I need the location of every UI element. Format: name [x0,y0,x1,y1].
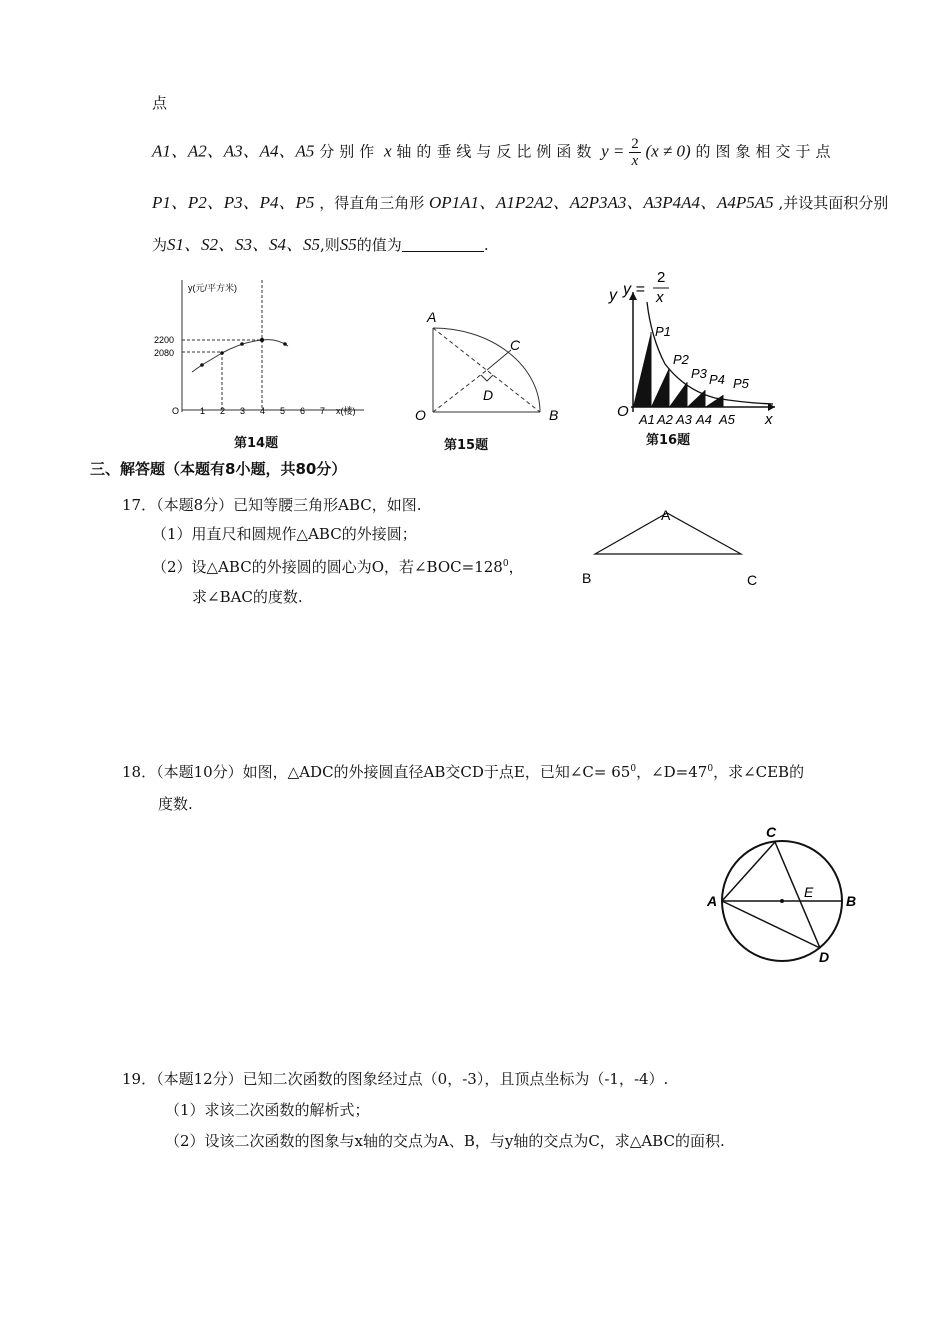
q19-part1: （1）求该二次函数的解析式； [165,1101,370,1119]
q16-line2 [152,188,888,213]
fig16-a-label: A1 [639,412,655,427]
fig16-a-label: A3 [676,412,692,427]
fig14-point [220,351,224,355]
q17-label-b: B [582,570,592,586]
fig14-point [200,363,204,367]
figure-16 [595,262,785,430]
q16-text-value: 的值为 [356,236,402,254]
fig16-a-labels [638,412,736,427]
fig14-ylabel: y(元/平方米) [188,283,237,293]
fig16-triangle-3 [669,382,687,407]
fig16-a-label: A4 [696,412,712,427]
q17-stem: 17．（本题8分）已知等腰三角形ABC，如图. [122,496,422,514]
fig14-xtick: 3 [240,406,246,416]
q18-label-e: E [804,884,814,900]
fig14-xtick: 6 [300,406,306,416]
q16-func-cond: (x ≠ 0) [645,141,691,161]
q17-part1: （1）用直尺和圆规作△ABC的外接圆； [152,525,417,543]
fig16-func-num: 2 [657,269,666,286]
q16-line0: 点 [152,94,168,112]
q18-center [780,899,784,903]
fig16-func-y: y = [623,281,645,298]
q16-text-areas: ,并设其面积分别 [778,194,889,212]
q17-degree-sup: 0 [502,559,509,569]
fig15-label-b: B [549,407,559,423]
q18-label-b: B [846,893,857,909]
fig16-triangle-2 [651,368,669,407]
fig14-origin: O [172,406,180,416]
q18-label-d: D [819,949,830,965]
figure-15 [405,300,575,430]
fig14-xtick: 5 [280,406,286,416]
fig16-p-label: P5 [733,376,749,391]
q16-text-wei: 为 [152,236,168,254]
q18-label-a: A [707,893,718,909]
fig14-point [283,342,287,346]
fig16-a-label: A2 [657,412,673,427]
q16-period: . [483,236,489,254]
fig16-triangle-4 [687,390,705,407]
fig14-xlabel: x(楼) [336,406,356,416]
q16-text-end: 的图象相交于点 [695,142,836,161]
q17-part2 [152,556,524,577]
q18-line2: 度数. [158,795,193,813]
fig16-origin: O [617,403,629,420]
fig15-dc [487,350,511,370]
fig14-caption: 第14题 [234,436,279,451]
fig14-point [240,342,244,346]
q16-text-triangles: ，得直角三角形 [319,194,425,212]
fig15-od [433,370,487,412]
q18-figure [700,822,860,972]
q16-answer-blank [402,237,484,252]
q18-stem [122,761,804,782]
fig15-label-c: C [510,337,521,353]
fig16-axis-y: y [609,287,617,304]
fig16-triangle-1 [633,332,651,407]
q18-stem-mid: ，∠D=47 [636,763,708,781]
q18-degree-sup-2: 0 [707,764,714,774]
q16-line1 [152,136,835,169]
q17-label-a: A [661,507,671,523]
q16-func-y: y = [601,141,625,161]
q18-stem-text: 18．（本题10分）如图，△ADC的外接圆直径AB交CD于点E，已知∠C= 65 [122,763,631,781]
q16-s-list: S1、S2、S3、S4、S5 [167,235,321,254]
q18-stem-end: ，求∠CEB的 [713,763,805,781]
fig16-axis-x: x [765,411,773,428]
q19-part2: （2）设该二次函数的图象与x轴的交点为A、B，与y轴的交点为C，求△ABC的面积. [165,1132,725,1150]
fig14-xtick: 4 [260,406,266,416]
fig15-label-d: D [483,387,494,403]
figure-14 [152,272,367,432]
q16-line3 [152,230,489,255]
q18-label-c: C [766,824,777,840]
q16-text-ze: ,则 [320,236,340,254]
fig16-triangle-5 [705,395,723,407]
fig15-label-a: A [427,309,437,325]
fig16-p-label: P2 [673,352,689,367]
fig16-p-label: P1 [655,324,671,339]
q16-text-axis: 轴的垂线与反比例函数 [396,142,597,161]
q16-func-fraction [629,136,641,169]
q16-text-zuo: 分别作 [319,142,380,161]
q17-part2-end: ， [508,558,524,576]
fig14-xtick: 1 [200,406,206,416]
fig14-curve [222,340,288,353]
fig14-xtick: 7 [320,406,326,416]
q17-label-c: C [747,572,758,588]
fig16-func-den: x [656,289,664,306]
fig14-point [260,338,264,342]
q16-x: x [384,141,392,161]
fig14-line-segment [192,353,222,372]
section-3-heading: 三、解答题（本题有8小题，共80分） [90,460,347,478]
fig14-xtick: 2 [220,406,226,416]
q16-func-num: 2 [631,136,639,152]
fig16-p-label: P3 [691,366,707,381]
q17-figure [575,500,775,595]
q17-part2b: 求∠BAC的度数. [192,588,303,606]
q19-stem: 19．（本题12分）已知二次函数的图象经过点（0，-3），且顶点坐标为（-1，-4）. [122,1070,669,1088]
q16-triangles: OP1A1、A1P2A2、A2P3A3、A3P4A4、A4P5A5 [429,193,774,212]
fig15-caption: 第15题 [444,438,489,453]
fig14-xticks [200,406,325,416]
fig15-right-angle [481,375,493,381]
q16-points-a: A1、A2、A3、A4、A5 [152,141,315,161]
q17-part2-text: （2）设△ABC的外接圆的圆心为O，若∠BOC=128 [152,558,503,576]
q18-degree-sup-1: 0 [630,764,637,774]
fig16-p-label: P4 [709,372,725,387]
q16-points-p: P1、P2、P3、P4、P5 [152,193,315,212]
q16-s5: S5 [339,235,357,254]
fig14-ytick-2200: 2200 [154,335,175,345]
fig14-ytick-2080: 2080 [154,348,175,358]
fig16-caption: 第16题 [646,433,691,448]
fig16-a-label: A5 [719,412,735,427]
fig15-label-o: O [415,407,426,423]
q16-func-den: x [631,153,639,169]
